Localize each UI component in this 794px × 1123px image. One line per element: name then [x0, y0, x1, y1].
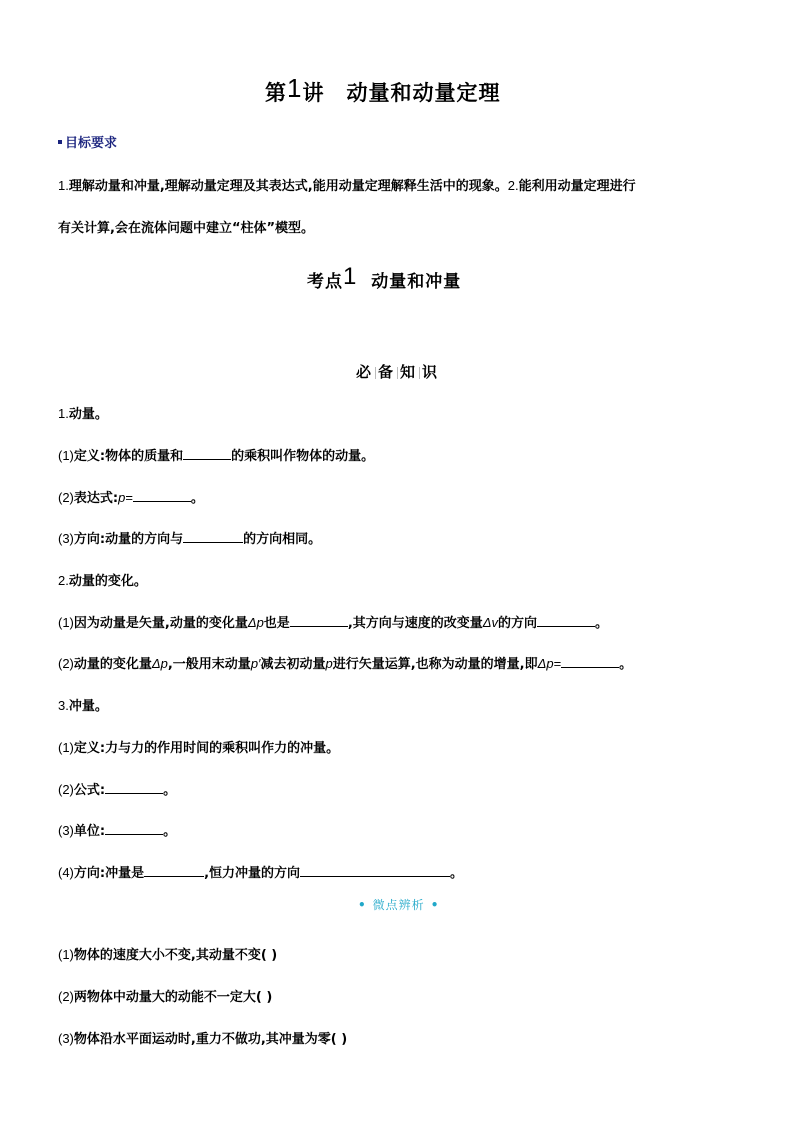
intro-line-1	[58, 175, 636, 194]
intro-number-1: 1.	[58, 178, 69, 193]
bibei-char: 识	[422, 363, 440, 381]
item-3-heading	[58, 695, 108, 714]
intro-line-2: 有关计算,会在流体问题中建立“柱体”模型。	[58, 221, 315, 236]
item-text: 减去初动量	[260, 657, 326, 672]
math-var: p	[325, 656, 333, 671]
fill-in-blank[interactable]	[183, 447, 231, 460]
title-number: 1	[287, 73, 303, 103]
item-text: 冲量。	[68, 699, 108, 714]
bibei-char: 必	[356, 363, 374, 381]
item-number: (3)	[58, 1031, 74, 1046]
item-number: (3)	[58, 823, 74, 838]
item-text: ,恒力冲量的方向	[204, 866, 301, 881]
math-var: Δp	[537, 656, 554, 671]
item-2-1	[58, 612, 608, 631]
bibei-char: 知	[400, 363, 418, 381]
item-text: 。	[619, 657, 633, 672]
item-text: 方向:冲量是	[73, 866, 145, 881]
item-text: 。	[163, 824, 177, 839]
divider	[419, 367, 420, 379]
item-1-3	[58, 528, 321, 547]
item-1-1	[58, 445, 374, 464]
math-var: p′	[250, 656, 261, 671]
item-number: 2.	[58, 573, 69, 588]
math-var: p	[118, 490, 126, 505]
item-text: ,一般用末动量	[167, 657, 251, 672]
target-heading-text: 目标要求	[65, 136, 118, 151]
bibei-heading	[356, 361, 439, 382]
item-number: (2)	[58, 782, 74, 797]
item-number: (2)	[58, 490, 74, 505]
equals-sign: =	[125, 490, 133, 505]
fill-in-blank[interactable]	[290, 614, 348, 627]
item-text: 的方向	[498, 616, 538, 631]
item-1-heading	[58, 403, 108, 422]
section-number: 1	[343, 263, 358, 290]
fill-in-blank[interactable]	[105, 822, 163, 835]
item-text: 单位:	[73, 824, 106, 839]
item-number: (1)	[58, 947, 74, 962]
fill-in-blank[interactable]	[561, 655, 619, 668]
divider	[397, 367, 398, 379]
fill-in-blank[interactable]	[105, 781, 163, 794]
item-text: 。	[163, 783, 177, 798]
item-text: 进行矢量运算,也称为动量的增量,即	[332, 657, 538, 672]
equals-sign: =	[553, 656, 562, 671]
fill-in-blank[interactable]	[300, 864, 450, 877]
weidian-heading	[352, 896, 445, 913]
item-number: (3)	[58, 531, 74, 546]
item-text: 方向:动量的方向与	[73, 532, 184, 547]
item-number: (2)	[58, 656, 74, 671]
item-text: 的方向相同。	[243, 532, 322, 547]
fill-in-blank[interactable]	[537, 614, 595, 627]
item-number: 1.	[58, 406, 69, 421]
square-bullet-icon	[58, 140, 62, 144]
item-2-2	[58, 653, 632, 672]
section-heading	[307, 263, 462, 294]
judgement-item	[58, 1028, 347, 1047]
section-prefix: 考点	[307, 272, 343, 292]
title-suffix: 讲 动量和动量定理	[302, 81, 501, 105]
item-1-2	[58, 487, 204, 506]
item-text: 动量的变化。	[68, 574, 147, 589]
intro-text-2: 能利用动量定理进行	[518, 179, 636, 194]
bullet-dot-icon: •	[430, 898, 440, 912]
item-text: 。	[595, 616, 609, 631]
item-2-heading	[58, 570, 147, 589]
item-number: 3.	[58, 698, 69, 713]
item-number: (2)	[58, 989, 74, 1004]
math-var: Δp	[247, 615, 264, 630]
divider	[375, 367, 376, 379]
item-text: 定义:物体的质量和	[73, 449, 184, 464]
bibei-char: 备	[378, 363, 396, 381]
math-var: Δp	[151, 656, 168, 671]
item-text: 物体的速度大小不变,其动量不变( )	[73, 948, 278, 963]
fill-in-blank[interactable]	[144, 864, 204, 877]
judgement-item	[58, 986, 272, 1005]
item-text: 。	[190, 491, 204, 506]
item-number: (1)	[58, 740, 74, 755]
intro-number-2: 2.	[507, 178, 519, 193]
item-number: (1)	[58, 615, 74, 630]
item-number: (4)	[58, 865, 74, 880]
intro-text-1: 理解动量和冲量,理解动量定理及其表达式,能用动量定理解释生活中的现象。	[68, 179, 508, 194]
item-text: 公式:	[73, 783, 106, 798]
item-text: 两物体中动量大的动能不一定大( )	[73, 990, 273, 1005]
title-prefix: 第	[265, 81, 287, 105]
item-3-3	[58, 820, 176, 839]
item-3-1	[58, 737, 339, 756]
page-title	[265, 73, 501, 107]
item-3-2	[58, 779, 176, 798]
item-text: 的乘积叫作物体的动量。	[231, 449, 375, 464]
item-text: 定义:力与力的作用时间的乘积叫作力的冲量。	[73, 741, 340, 756]
item-text: 动量的变化量	[73, 657, 152, 672]
item-text: 表达式:	[73, 491, 119, 506]
item-3-4	[58, 862, 463, 881]
bullet-dot-icon: •	[358, 898, 367, 912]
fill-in-blank[interactable]	[183, 530, 243, 543]
judgement-item	[58, 944, 277, 963]
item-text: ,其方向与速度的改变量	[347, 616, 483, 631]
weidian-label: 微点辨析	[372, 898, 425, 912]
item-text: 。	[450, 866, 464, 881]
item-text: 因为动量是矢量,动量的变化量	[73, 616, 248, 631]
item-text: 也是	[263, 616, 290, 631]
item-number: (1)	[58, 448, 74, 463]
item-text: 动量。	[68, 407, 108, 422]
item-text: 物体沿水平面运动时,重力不做功,其冲量为零( )	[73, 1032, 348, 1047]
section-suffix: 动量和冲量	[371, 272, 462, 292]
math-var: Δv	[482, 615, 498, 630]
target-heading	[58, 132, 117, 151]
fill-in-blank[interactable]	[133, 489, 191, 502]
